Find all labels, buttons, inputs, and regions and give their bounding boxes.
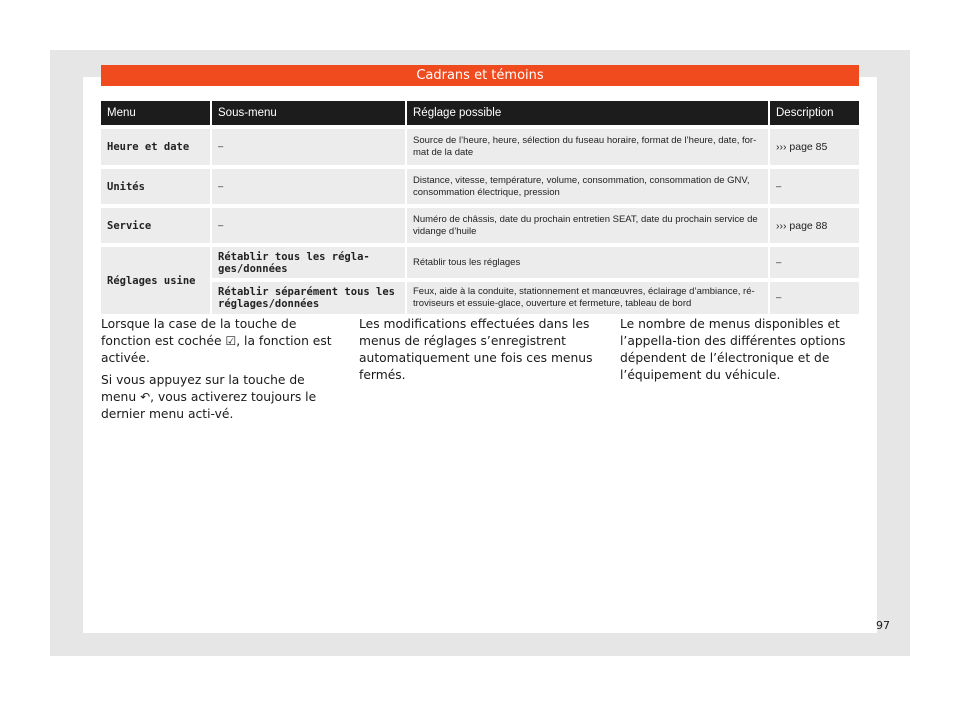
submenu-cell: Rétablir séparément tous les réglages/données xyxy=(211,280,406,314)
paragraph: Lorsque la case de la touche de fonction est cochée ☑, la fonction est activée. xyxy=(101,317,332,365)
description-cell: – xyxy=(769,167,859,206)
text-column-3 xyxy=(620,316,858,389)
table-row xyxy=(101,127,859,167)
checkbox-checked-icon: ☑ xyxy=(225,334,237,348)
paragraph: Le nombre de menus disponibles et l’appella-tion des différentes options dépendent de l’électronique et de l’équipement du véhicule. xyxy=(620,317,846,382)
submenu-cell: – xyxy=(211,127,406,167)
page-number: 97 xyxy=(876,619,890,632)
page-link[interactable]: ››› page 85 xyxy=(769,127,859,167)
setting-cell: Distance, vitesse, température, volume, consommation, consommation de GNV, consommation électrique, pression xyxy=(406,167,769,206)
settings-table xyxy=(101,101,859,314)
page-link[interactable]: ››› page 88 xyxy=(769,206,859,245)
table-row xyxy=(101,206,859,245)
menu-cell: Unités xyxy=(101,167,211,206)
setting-cell: Source de l’heure, heure, sélection du fuseau horaire, format de l’heure, date, for- mat de la date xyxy=(406,127,769,167)
header-description: Description xyxy=(769,101,859,127)
menu-cell: Heure et date xyxy=(101,127,211,167)
menu-cell: Réglages usine xyxy=(101,245,211,314)
setting-cell: Rétablir tous les réglages xyxy=(406,245,769,280)
menu-cell: Service xyxy=(101,206,211,245)
setting-cell: Numéro de châssis, date du prochain entretien SEAT, date du prochain service de vidange d’huile xyxy=(406,206,769,245)
text-column-2 xyxy=(359,316,597,389)
back-arrow-icon: ↶ xyxy=(140,390,151,404)
paragraph: Si vous appuyez sur la touche de menu ↶, vous activerez toujours le dernier menu acti-vé. xyxy=(101,373,317,421)
table-row xyxy=(101,167,859,206)
submenu-cell: – xyxy=(211,167,406,206)
paragraph: Les modifications effectuées dans les menus de réglages s’enregistrent automatiquement une fois ces menus fermés. xyxy=(359,317,593,382)
submenu-cell: Rétablir tous les régla- ges/données xyxy=(211,245,406,280)
description-cell: – xyxy=(769,280,859,314)
header-setting: Réglage possible xyxy=(406,101,769,127)
description-cell: – xyxy=(769,245,859,280)
text-column-1 xyxy=(101,316,339,428)
setting-cell: Feux, aide à la conduite, stationnement et manœuvres, éclairage d’ambiance, ré- troviseurs et essuie-glace, ouverture et fermeture, tableau de bord xyxy=(406,280,769,314)
table-header-row xyxy=(101,101,859,127)
submenu-cell: – xyxy=(211,206,406,245)
header-submenu: Sous-menu xyxy=(211,101,406,127)
section-title: Cadrans et témoins xyxy=(101,65,859,86)
table-row xyxy=(101,245,859,280)
header-menu: Menu xyxy=(101,101,211,127)
table-row xyxy=(101,280,859,314)
